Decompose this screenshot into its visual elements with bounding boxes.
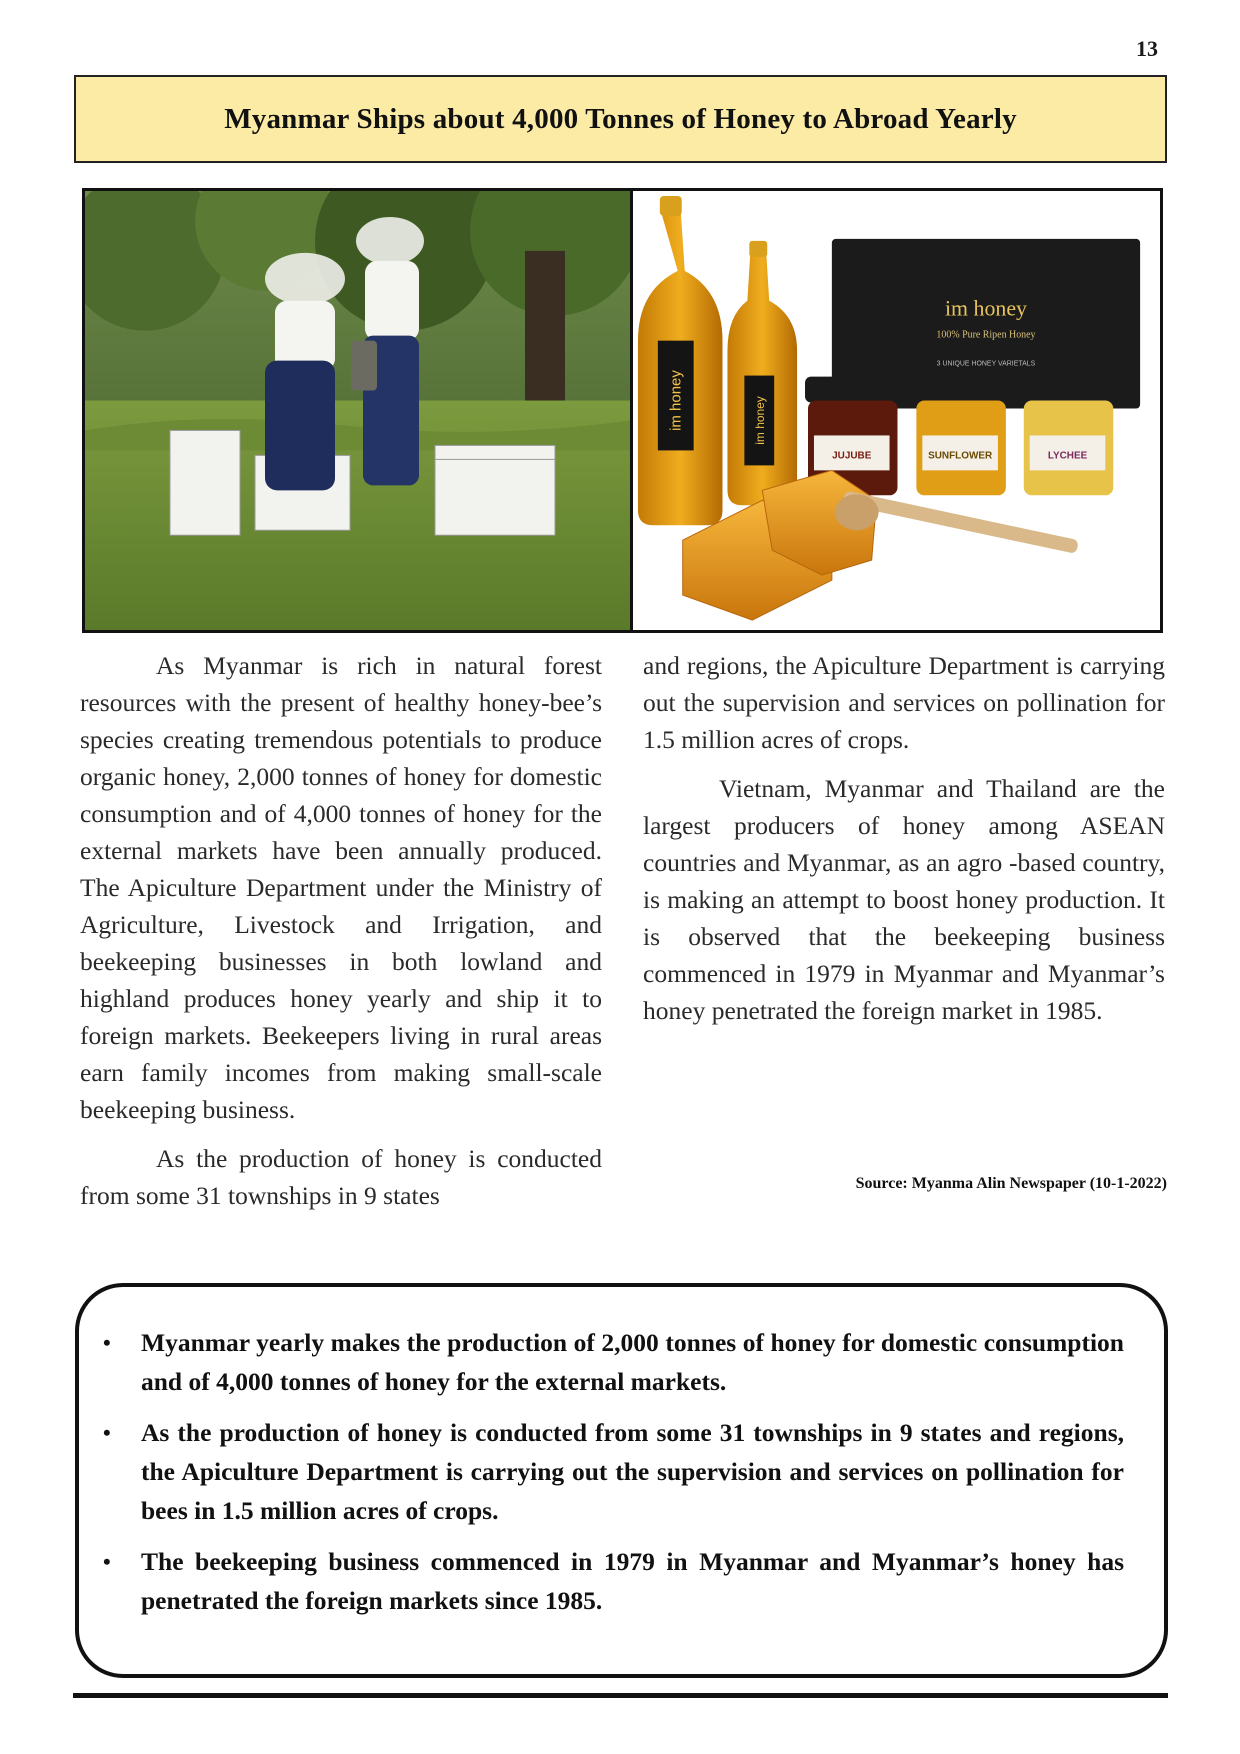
summary-box: [75, 1283, 1168, 1678]
svg-text:LYCHEE: LYCHEE: [1047, 450, 1088, 462]
summary-text: As the production of honey is conducted from some 31 townships in 9 states and regions, the Apiculture Department is carrying out the supervision and services on pollination for bees in 1.5 million acres of crops.: [141, 1418, 1124, 1525]
beekeepers-illustration: [85, 191, 630, 630]
bottle-1-brand: im honey: [667, 370, 685, 431]
article-column-right: [643, 647, 1165, 1041]
article-paragraph: As the production of honey is conducted from some 31 townships in 9 states: [80, 1144, 602, 1210]
title-banner: [74, 75, 1167, 163]
article-column-left: [80, 647, 602, 1226]
source-citation: Source: Myanma Alin Newspaper (10-1-2022): [855, 1175, 1167, 1192]
jar-sunflower: [913, 377, 1008, 496]
article-paragraph: Vietnam, Myanmar and Thailand are the largest producers of honey among ASEAN countries and Myanmar, as an agro -based country, is making an attempt to boost honey production. It is observed that the beekeeping business commenced in 1979 in Myanmar and Myanmar’s honey penetrated the foreign market in 1985.: [643, 774, 1165, 1025]
summary-item: [103, 1323, 1124, 1401]
bullet-icon: •: [103, 1549, 111, 1574]
svg-text:SUNFLOWER: SUNFLOWER: [928, 450, 993, 462]
box-brand: im honey: [944, 295, 1027, 321]
summary-list: [79, 1287, 1164, 1620]
beekeepers-photo: [85, 191, 633, 630]
photo-frame: [82, 188, 1163, 633]
summary-item: [103, 1413, 1124, 1530]
summary-text: The beekeeping business commenced in 1979 in Myanmar and Myanmar’s honey has penetrated the foreign markets since 1985.: [141, 1547, 1124, 1615]
article-paragraph: and regions, the Apiculture Department is carrying out the supervision and services on pollination for 1.5 million acres of crops.: [643, 651, 1165, 754]
page-number: 13: [1136, 36, 1158, 61]
svg-text:JUJUBE: JUJUBE: [832, 450, 872, 462]
bullet-icon: •: [103, 1420, 111, 1445]
box-subtitle: 100% Pure Ripen Honey: [936, 329, 1036, 341]
jar-lychee: [1021, 377, 1116, 496]
article-paragraph: As Myanmar is rich in natural forest resources with the present of healthy honey-bee’s species creating tremendous potentials to produce organic honey, 2,000 tonnes of honey for domestic consumption and of 4,000 tonnes of honey for the external markets have been annually produced. The Apiculture Department under the Ministry of Agriculture, Livestock and Irrigation, and beekeeping businesses in both lowland and highland produces honey yearly and ship it to foreign markets. Beekeepers living in rural areas earn family incomes from making small-scale beekeeping business.: [80, 651, 602, 1124]
box-varietals: 3 UNIQUE HONEY VARIETALS: [936, 360, 1036, 368]
summary-item: [103, 1542, 1124, 1620]
summary-text: Myanmar yearly makes the production of 2,000 tonnes of honey for domestic consumption and of 4,000 tonnes of honey for the external markets.: [141, 1328, 1124, 1396]
footer-divider: [73, 1693, 1168, 1698]
beekeeper-figure-1: [265, 253, 345, 490]
bullet-icon: •: [103, 1330, 111, 1355]
page-title: Myanmar Ships about 4,000 Tonnes of Honey to Abroad Yearly: [224, 102, 1017, 135]
honey-products-photo: [633, 191, 1160, 630]
bottle-2-brand: im honey: [753, 396, 768, 445]
honey-products-illustration: [633, 191, 1160, 630]
